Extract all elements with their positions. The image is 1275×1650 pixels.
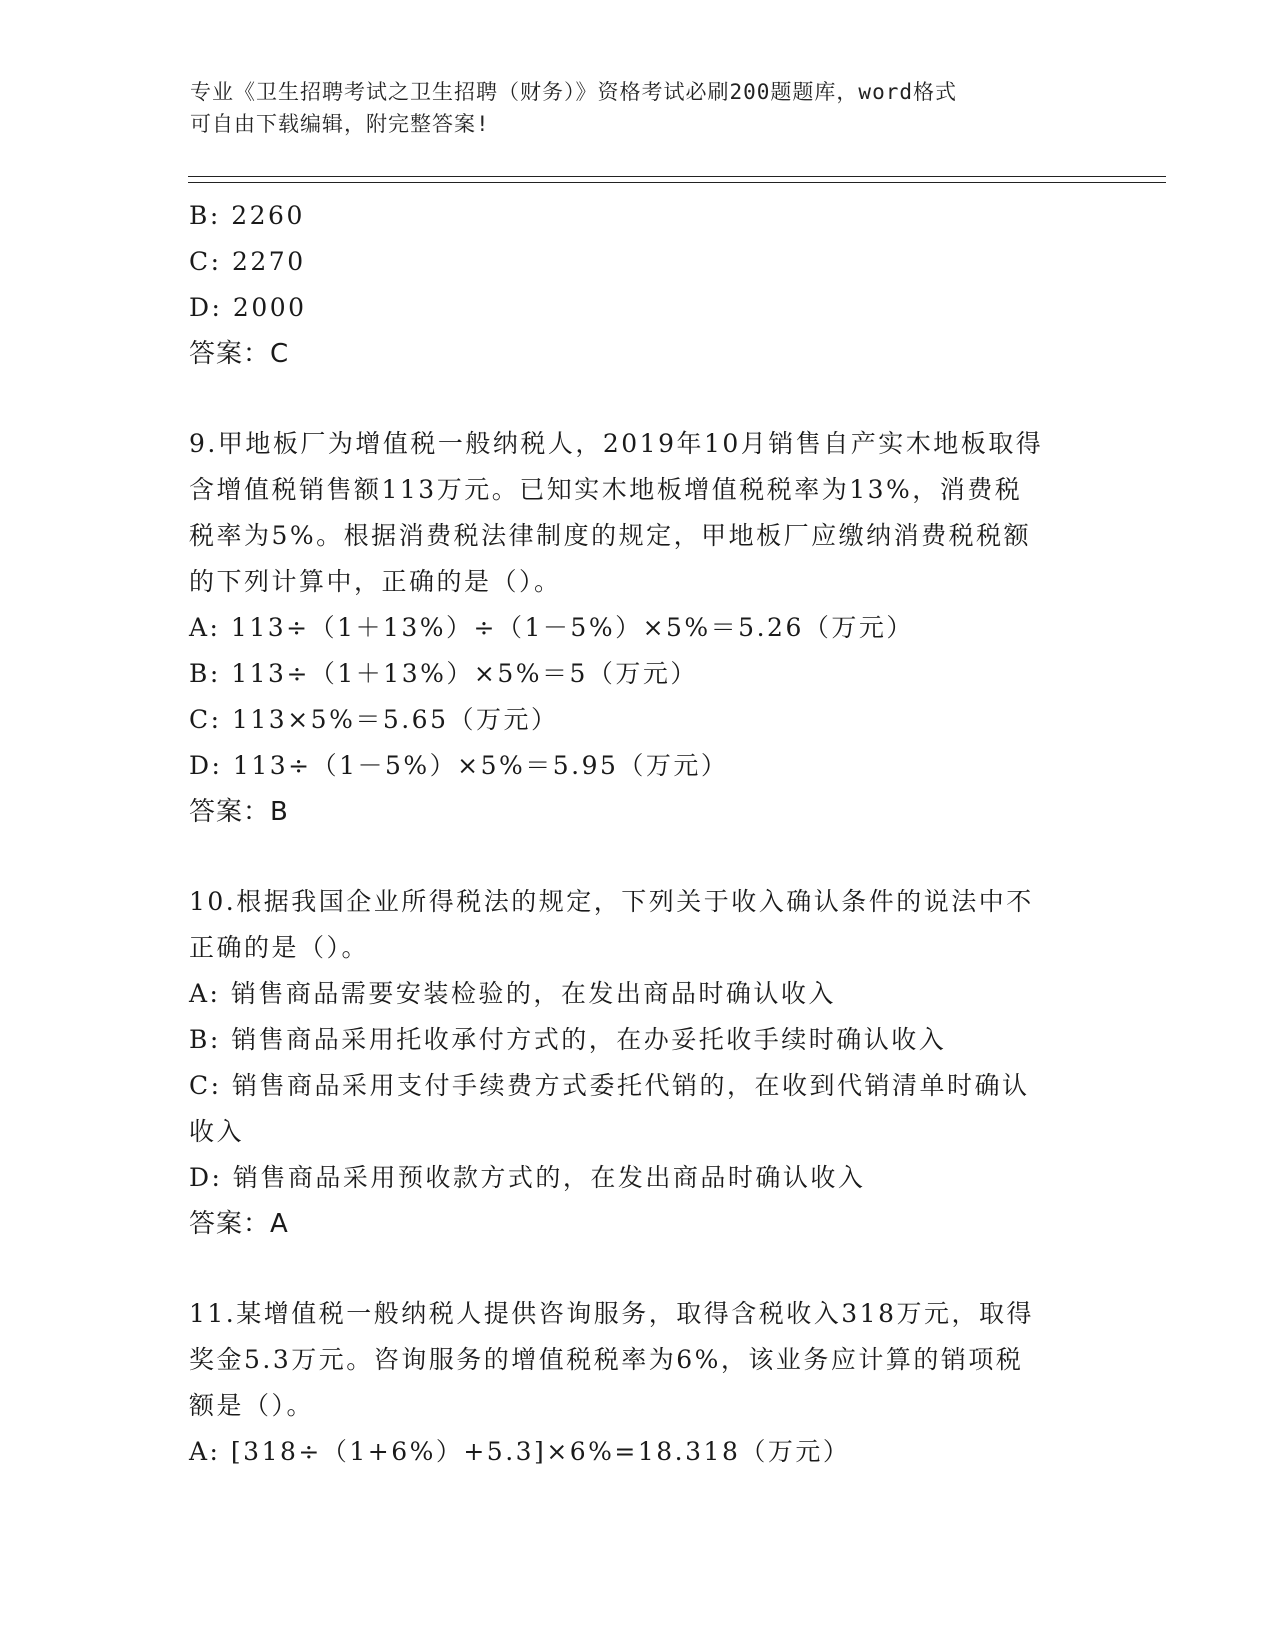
option-a: A: 113÷（1＋13%）÷（1－5%）×5%＝5.26（万元） xyxy=(189,613,914,642)
option-b: B: 销售商品采用托收承付方式的，在办妥托收手续时确认收入 xyxy=(189,1025,947,1054)
option-d: D: 2000 xyxy=(189,293,307,322)
option-c-continued: 收入 xyxy=(189,1117,245,1146)
spacer xyxy=(189,1247,1089,1291)
option-c: C: 113×5%＝5.65（万元） xyxy=(189,705,559,734)
question-stem-line: 正确的是（）。 xyxy=(189,933,370,962)
header-title-line-2: 可自由下载编辑，附完整答案! xyxy=(190,112,490,136)
question-9 xyxy=(189,421,1089,835)
question-stem-line: 税率为5%。根据消费税法律制度的规定，甲地板厂应缴纳消费税税额 xyxy=(189,521,1032,550)
question-stem-line: 11.某增值税一般纳税人提供咨询服务，取得含税收入318万元，取得 xyxy=(189,1299,1034,1328)
question-11 xyxy=(189,1291,1089,1475)
question-stem-line: 含增值税销售额113万元。已知实木地板增值税税率为13%，消费税 xyxy=(189,475,1023,504)
question-stem-line: 额是（）。 xyxy=(189,1391,315,1420)
question-10 xyxy=(189,879,1089,1247)
option-d: D: 销售商品采用预收款方式的，在发出商品时确认收入 xyxy=(189,1163,866,1192)
option-c: C: 2270 xyxy=(189,247,306,276)
header-divider-bottom xyxy=(188,182,1166,183)
question-stem-line: 奖金5.3万元。咨询服务的增值税税率为6%，该业务应计算的销项税 xyxy=(189,1345,1024,1374)
option-a: A: 销售商品需要安装检验的，在发出商品时确认收入 xyxy=(189,979,836,1008)
spacer xyxy=(189,377,1089,421)
option-d: D: 113÷（1－5%）×5%＝5.95（万元） xyxy=(189,751,729,780)
answer-line: 答案：C xyxy=(189,339,290,369)
question-list xyxy=(189,193,1089,1475)
answer-line: 答案：A xyxy=(189,1209,289,1239)
question-stem-line: 的下列计算中，正确的是（）。 xyxy=(189,567,562,596)
page-header xyxy=(190,76,1070,140)
option-b: B: 2260 xyxy=(189,201,305,230)
option-c: C: 销售商品采用支付手续费方式委托代销的，在收到代销清单时确认 xyxy=(189,1071,1030,1100)
option-a: A: [318÷（1+6%）+5.3]×6%=18.318（万元） xyxy=(189,1437,851,1466)
header-divider-top xyxy=(188,176,1166,177)
spacer xyxy=(189,835,1089,879)
question-stem-line: 9.甲地板厂为增值税一般纳税人，2019年10月销售自产实木地板取得 xyxy=(189,429,1044,458)
answer-line: 答案：B xyxy=(189,797,289,827)
option-b: B: 113÷（1＋13%）×5%＝5（万元） xyxy=(189,659,698,688)
header-title-line-1: 专业《卫生招聘考试之卫生招聘（财务）》资格考试必刷200题题库，word格式 xyxy=(190,80,957,104)
question-stem-line: 10.根据我国企业所得税法的规定，下列关于收入确认条件的说法中不 xyxy=(189,887,1034,916)
previous-question-tail xyxy=(189,193,1089,377)
